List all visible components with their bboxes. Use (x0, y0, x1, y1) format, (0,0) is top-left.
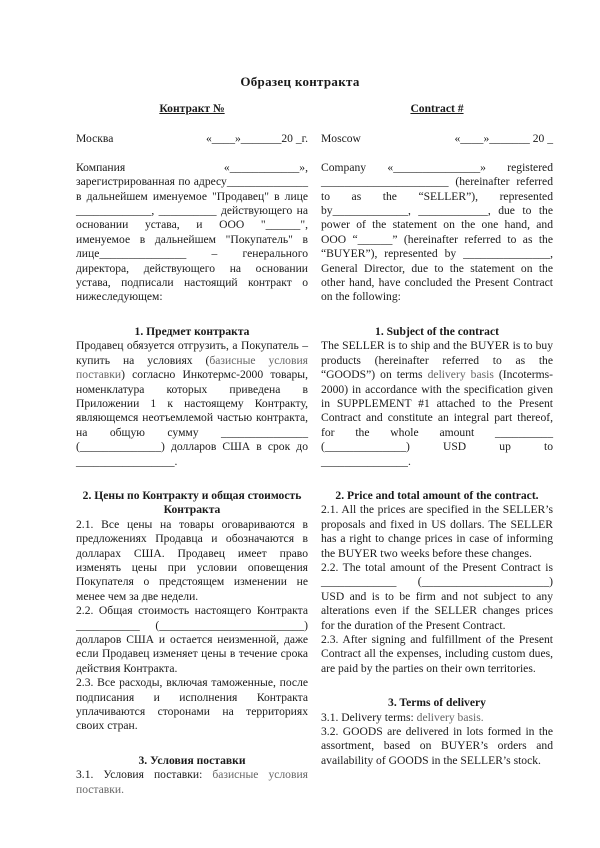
en-intro: Company «_______________» registered ______________________ (hereinafter referred to as the “SELLER”), represented by_____________, ____________, due to the power of the statement on the one hand, and OOO “______” (hereinafter referred to as the “BUYER”), represented by _______________, General Director, due to the statement on the other hand, have concluded the Present Contract on the following: (321, 160, 553, 304)
en-section-1-title: 1. Subject of the contract (375, 324, 499, 338)
ru-clause-2-1: 2.1. Все цены на товары оговариваются в предложениях Продавца и обозначаются в долларах США. Продавец имеет право изменять цены при условии оповещения Покупателя о предстоящем изменении не менее чем за две недели. (76, 517, 308, 603)
ru-city: Москва (76, 132, 114, 146)
ru-clause-2-2: 2.2. Общая стоимость настоящего Контракта ___________ (_________________________) долларов США и остается неизменной, даже если Продавец изменяет цены в течение срока действия Контракта. (76, 604, 308, 675)
ru-intro: Компания «____________», зарегистрированная по адресу______________ в дальнейшем именуемое "Продавец" в лице _____________, __________ действующего на основании устава, и ООО "______", именуемое в дальнейшем "Покупатель" в лице_______________ – генерального директора, действующего на основании устава, подписали настоящий контракт о нижеследующем: (76, 160, 308, 304)
ru-section-1-title: 1. Предмет контракта (134, 324, 250, 338)
en-clause-3-1 (321, 711, 553, 725)
en-clause-3-2: 3.2. GOODS are delivered in lots formed in the assortment, based on BUYER’s orders and availability of GOODS in the SELLER’s stock. (321, 725, 553, 767)
russian-column (76, 102, 308, 797)
ru-s3-delivery-basis: базисные условия поставки. (76, 768, 308, 796)
ru-clause-3-1 (76, 768, 308, 797)
ru-clause-2-3: 2.3. Все расходы, включая таможенные, после подписания и исполнения Контракта уплачиваются сторонами на территориях своих стран. (76, 676, 308, 733)
en-contract-title: Contract # (410, 102, 464, 115)
ru-section-2-title: 2. Цены по Контракту и общая стоимость Контракта (82, 488, 302, 517)
en-s3-label: 3.1. Delivery terms: (321, 710, 417, 724)
ru-s3-label: 3.1. Условия поставки: (76, 768, 213, 782)
ru-date: «____»_______20 _г. (206, 132, 308, 146)
en-clause-2-2: 2.2. The total amount of the Present Contract is _____________ (______________________) USD and is to be firm and not subject to any alterations even if the SELLER changes prices for the duration of the Present Contract. (321, 560, 553, 632)
en-section-2-title: 2. Price and total amount of the contract. (335, 488, 539, 502)
ru-s1-text-c: ) согласно Инкотермс-2000 товары, номенклатура которых приведена в Приложении 1 к настоящему Контракту, являющемся неотъемлемой частью контракта, на общую сумму _______________ (______________) долларов США в срок до _________________. (76, 368, 308, 468)
ru-place-date (76, 132, 308, 146)
en-place-date (321, 132, 553, 146)
document-title: Образец контракта (240, 74, 360, 89)
en-clause-2-1: 2.1. All the prices are specified in the SELLER’s proposals and fixed in US dollars. The SELLER has a right to change prices in case of informing the BUYER two weeks before these changes. (321, 503, 553, 560)
english-column (321, 102, 553, 768)
ru-section-1-text (76, 339, 308, 469)
en-s1-delivery-basis: delivery basis (427, 368, 494, 382)
en-section-3-title: 3. Terms of delivery (388, 696, 486, 710)
en-clause-2-3: 2.3. After signing and fulfillment of the Present Contract all the expenses, including custom dues, are paid by the parties on their own territories. (321, 633, 553, 675)
en-s3-delivery-basis: delivery basis. (416, 710, 484, 724)
en-date: «____»_______ 20 _ (454, 132, 553, 146)
ru-s1-text-a: Продавец обязуется отгрузить, а Покупатель – купить на условиях ( (76, 339, 308, 367)
ru-section-3-title: 3. Условия поставки (138, 753, 246, 767)
ru-s1-delivery-basis: базисные условия поставки (76, 353, 308, 382)
en-section-1-text (321, 339, 553, 469)
en-s1-text-a: The SELLER is to ship and the BUYER is to buy products (hereinafter referred to as the “GOODS”) on terms (321, 339, 553, 382)
en-s1-text-c: (Incoterms-2000) in accordance with the specification given in SUPPLEMENT #1 attached to the Present Contract and constitute an integral part thereof, for the whole amount __________ (______________) USD up to _______________. (321, 368, 553, 468)
ru-contract-title: Контракт № (159, 102, 225, 115)
en-city: Moscow (321, 132, 361, 146)
